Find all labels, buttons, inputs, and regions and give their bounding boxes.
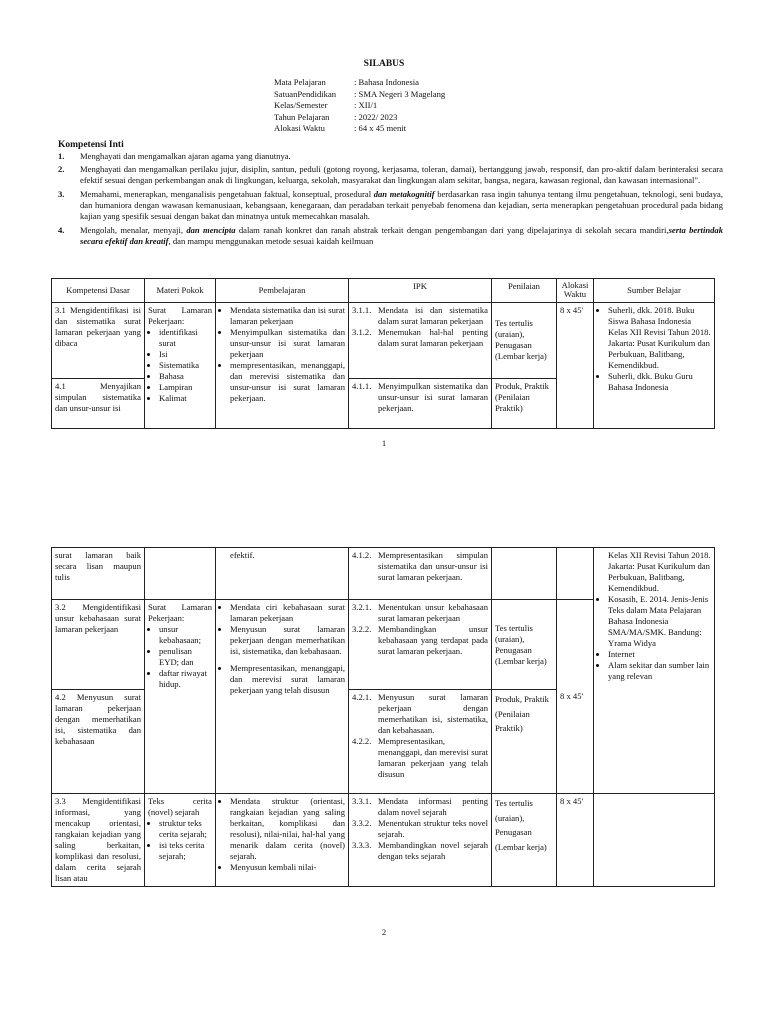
ipk-text: Menemukan hal-hal penting dalam surat lamaran pekerjaan bbox=[378, 326, 488, 348]
ki-text: Menghayati dan mengamalkan ajaran agama yang dianutnya. bbox=[80, 151, 291, 161]
list-item: • daftar riwayat hidup. bbox=[159, 668, 212, 690]
sumber-cell bbox=[594, 302, 715, 428]
meta-key: SatuanPendidikan bbox=[274, 88, 337, 99]
penilaian-cell: Produk, Praktik (Penilaian Praktik) bbox=[492, 378, 557, 428]
list-item: • Suherli, dkk. 2018. Buku Siswa Bahasa Indonesia Kelas XII Revisi Tahun 2018. Jakarta: Pusat Kurikulum dan Perbukuan, Balitbang, Kemendikbud. bbox=[608, 305, 711, 371]
ipk-number: 4.2.1. bbox=[352, 692, 372, 702]
ipk-cell bbox=[349, 600, 492, 690]
ipk-cell bbox=[349, 794, 492, 887]
ki-text-part: dalam ranah konkret dan ranah abstrak terkait dengan pengembangan dari yang dipelajarinya di sekolah secara mandiri, bbox=[235, 224, 669, 235]
list-item: • Mendata ciri kebahasaan surat lamaran pekerjaan bbox=[230, 602, 345, 624]
ipk-text: Membandingkan unsur kebahasaan yang terdapat pada surat lamaran pekerjaan. bbox=[378, 624, 488, 656]
ipk-number: 3.3.3. bbox=[352, 840, 372, 850]
ki-item bbox=[58, 164, 723, 186]
kd-4-1: 4.1 Menyajikan simpulan sistematika dan unsur-unsur isi bbox=[52, 378, 145, 428]
materi-heading: Teks cerita (novel) sejarah bbox=[148, 796, 212, 817]
ipk-item bbox=[352, 550, 488, 583]
sumber-cell bbox=[594, 548, 715, 794]
pembelajaran-cell bbox=[216, 794, 349, 887]
materi-list bbox=[148, 327, 212, 404]
penilaian-cell: Produk, Praktik (Penilaian Praktik) bbox=[492, 690, 557, 794]
header-materi-pokok: Materi Pokok bbox=[145, 279, 216, 303]
pembelajaran-list bbox=[219, 602, 345, 696]
ipk-text: Mempresentasikan, menanggapi, dan merevisi surat lamaran pekerjaan yang telah disusun bbox=[378, 736, 488, 779]
ipk-item bbox=[352, 796, 488, 818]
list-item: • Sistematika bbox=[159, 360, 212, 371]
ipk-text: Mempresentasikan simpulan sistematika dan unsur-unsur isi surat lamaran pekerjaan. bbox=[378, 550, 488, 582]
ipk-cell bbox=[349, 302, 492, 378]
list-item: • identifikasi surat bbox=[159, 327, 212, 349]
page-number: 1 bbox=[381, 438, 387, 448]
pembelajaran-text: efektif. bbox=[230, 550, 255, 560]
pembelajaran-cell bbox=[216, 600, 349, 794]
ipk-text: Menyusun surat lamaran pekerjaan dengan memerhatikan isi, sistematika, dan kebahasaan. bbox=[378, 692, 488, 735]
ki-number: 1. bbox=[58, 151, 65, 161]
ki-number: 2. bbox=[58, 163, 65, 174]
materi-pokok-cell bbox=[145, 794, 216, 887]
document-title: SILABUS bbox=[363, 59, 405, 69]
alokasi-cell bbox=[557, 548, 594, 600]
meta-value: : Bahasa Indonesia bbox=[354, 77, 419, 87]
kd-3-2: 3.2 Mengidentifikasi unsur kebahasaan surat lamaran pekerjaan bbox=[52, 600, 145, 690]
list-item: • Mendata struktur (orientasi, rangkaian kejadian yang saling berkaitan, komplikasi dan resolusi), nilai-nilai, hal-hal yang menarik dalam cerita (novel) sejarah. bbox=[230, 796, 345, 862]
pembelajaran-list bbox=[219, 305, 345, 404]
ki-text-part: , dan mampu menggunakan metode sesuai kaidah keilmuan bbox=[168, 235, 374, 246]
ipk-text: Mendata isi dan sistematika dalam surat lamaran pekerjaan bbox=[378, 304, 488, 326]
ipk-text: Menentukan struktur teks novel sejarah. bbox=[378, 818, 488, 839]
meta-value: : XII/1 bbox=[354, 100, 378, 110]
ipk-item bbox=[352, 840, 488, 862]
ipk-number: 3.2.2. bbox=[352, 624, 372, 634]
sumber-cell bbox=[594, 794, 715, 887]
ipk-item bbox=[352, 327, 488, 349]
ki-text-emphasis: dan metakognitif bbox=[373, 188, 435, 199]
ki-text bbox=[80, 225, 723, 247]
pembelajaran-list bbox=[219, 796, 345, 873]
ipk-number: 3.2.1. bbox=[352, 602, 372, 612]
meta-value: : SMA Negeri 3 Magelang bbox=[354, 88, 446, 99]
kd-3-1: 3.1 Mengidentifikasi isi dan sistematika surat lamaran pekerjaan yang dibaca bbox=[52, 302, 145, 378]
ipk-item bbox=[352, 381, 488, 414]
ipk-item bbox=[352, 305, 488, 327]
list-item: • mempresentasikan, menanggapi, dan merevisi sistematika dan unsur-unsur isi surat lamaran pekerjaan. bbox=[230, 360, 345, 404]
list-item: • Kosasih, E. 2014. Jenis-Jenis Teks dalam Mata Pelajaran Bahasa Indonesia SMA/MA/SMK. Bandung: Yrama Widya bbox=[608, 594, 711, 649]
materi-pokok-cell bbox=[145, 600, 216, 794]
list-item: • Alam sekitar dan sumber lain yang relevan bbox=[608, 660, 711, 682]
meta-key: Mata Pelajaran bbox=[274, 77, 326, 87]
list-item: • Kalimat bbox=[159, 393, 212, 404]
ki-item bbox=[58, 189, 723, 222]
ipk-text: Menentukan unsur kebahasaan surat lamaran pekerjaan bbox=[378, 602, 488, 623]
ki-number: 4. bbox=[58, 224, 65, 235]
penilaian-cell bbox=[492, 548, 557, 600]
list-item: • Menyusun surat lamaran pekerjaan dengan memerhatikan isi, sistematika, dan kebahasaan. bbox=[230, 624, 345, 657]
ipk-number: 4.2.2. bbox=[352, 736, 372, 746]
ki-text-emphasis: serta bertindak secara efektif dan kreatif bbox=[80, 224, 724, 246]
pembelajaran-cell bbox=[216, 302, 349, 428]
list-item: • Internet bbox=[608, 649, 711, 660]
kd-3-3: 3.3 Mengidentifikasi informasi, yang mencakup orientasi, rangkaian kejadian yang saling berkaitan, komplikasi dan resolusi, dalam cerita sejarah lisan atau bbox=[52, 794, 145, 887]
ipk-cell bbox=[349, 378, 492, 428]
list-item: • Suherli, dkk. Buku Guru Bahasa Indonesia bbox=[608, 371, 711, 393]
ipk-cell bbox=[349, 690, 492, 794]
meta-row bbox=[274, 112, 445, 124]
pembelajaran-cell bbox=[216, 548, 349, 600]
kompetensi-inti-heading: Kompetensi Inti bbox=[58, 140, 124, 150]
page-number: 2 bbox=[381, 927, 387, 937]
list-item: • Mendata sistematika dan isi surat lamaran pekerjaan bbox=[230, 305, 345, 327]
meta-key: Kelas/Semester bbox=[274, 100, 328, 110]
header-pembelajaran: Pembelajaran bbox=[216, 279, 349, 303]
ipk-text: Menyimpulkan sistematika dan unsur-unsur isi surat lamaran pekerjaan. bbox=[378, 380, 488, 413]
list-item: • Lampiran bbox=[159, 382, 212, 393]
penilaian-cell: Tes tertulis (uraian), Penugasan (Lembar kerja) bbox=[492, 600, 557, 690]
list-item: • Menyusun kembali nilai- bbox=[230, 862, 345, 873]
list-item: • penulisan EYD; dan bbox=[159, 646, 212, 668]
ki-text bbox=[80, 189, 723, 222]
meta-key: Alokasi Waktu bbox=[274, 123, 325, 133]
meta-row bbox=[274, 100, 445, 112]
materi-heading: Surat Lamaran Pekerjaan: bbox=[148, 602, 212, 623]
ipk-text: Mendata informasi penting dalam novel sejarah bbox=[378, 796, 488, 817]
alokasi-cell: 8 x 45' bbox=[557, 600, 594, 794]
ki-text-part: Mengolah, menalar, menyaji, bbox=[80, 224, 187, 235]
header-penilaian: Penilaian bbox=[492, 279, 557, 303]
list-item: • Bahasa bbox=[159, 371, 212, 382]
ipk-item bbox=[352, 692, 488, 736]
ipk-number: 3.1.2. bbox=[352, 326, 372, 337]
list-item: • Mempresentasikan, menanggapi, dan merevisi surat lamaran pekerjaan yang telah disusun bbox=[230, 663, 345, 696]
materi-heading: Surat Lamaran Pekerjaan: bbox=[148, 304, 212, 326]
penilaian-cell: Tes tertulis (uraian), Penugasan (Lembar kerja) bbox=[492, 302, 557, 378]
kompetensi-inti-list bbox=[58, 151, 723, 248]
list-item: • unsur kebahasaan; bbox=[159, 624, 212, 646]
ki-item bbox=[58, 151, 723, 162]
list-item: • struktur teks cerita sejarah; bbox=[159, 818, 212, 840]
ipk-number: 3.1.1. bbox=[352, 304, 372, 315]
meta-block bbox=[274, 77, 445, 135]
meta-row bbox=[274, 89, 445, 101]
sumber-continued: Kelas XII Revisi Tahun 2018. Jakarta: Pusat Kurikulum dan Perbukuan, Balitbang, Kemendikbud. bbox=[608, 550, 711, 593]
penilaian-cell: Tes tertulis (uraian), Penugasan (Lembar kerja) bbox=[492, 794, 557, 887]
kd-continued: surat lamaran baik secara lisan maupun tulis bbox=[52, 548, 145, 600]
materi-pokok-cell bbox=[145, 548, 216, 600]
meta-key: Tahun Pelajaran bbox=[274, 111, 330, 122]
materi-list bbox=[148, 818, 212, 862]
ipk-item bbox=[352, 736, 488, 780]
meta-row bbox=[274, 123, 445, 135]
ki-text-part: Memahami, menerapkan, menganalisis pengetahuan faktual, konseptual, prosedural bbox=[80, 188, 374, 199]
materi-list bbox=[148, 624, 212, 690]
list-item: • Isi bbox=[159, 349, 212, 360]
ipk-number: 3.3.2. bbox=[352, 818, 372, 828]
header-kompetensi-dasar: Kompetensi Dasar bbox=[52, 279, 145, 303]
ipk-text: Membandingkan novel sejarah dengan teks sejarah bbox=[378, 840, 488, 861]
ki-item bbox=[58, 225, 723, 247]
ipk-cell bbox=[349, 548, 492, 600]
header-sumber-belajar: Sumber Belajar bbox=[594, 279, 715, 303]
sumber-list bbox=[597, 594, 711, 682]
syllabus-table-page-2 bbox=[51, 547, 715, 887]
ki-text-part: berdasarkan rasa ingin tahunya tentang ilmu pengetahuan, teknologi, seni budaya, dan humaniora dengan wawasan kemanusiaan, kebangsaan, kenegaraan, dan peradaban terkait penyebab fenomena dan kejadian, serta menerapkan pengetahuan procedural pada bidang kajian yang spesifik sesuai dengan bakat dan minatnya untuk memecahkan masalah. bbox=[80, 188, 724, 221]
ki-number: 3. bbox=[58, 188, 65, 199]
header-ipk: IPK bbox=[349, 279, 492, 303]
header-alokasi-waktu: Alokasi Waktu bbox=[557, 279, 594, 303]
meta-value: : 2022/ 2023 bbox=[354, 111, 398, 122]
ipk-item bbox=[352, 818, 488, 840]
ipk-number: 4.1.1. bbox=[352, 380, 372, 391]
ki-text-emphasis: dan mencipta bbox=[186, 224, 236, 235]
ipk-number: 3.3.1. bbox=[352, 796, 372, 806]
alokasi-cell: 8 x 45' bbox=[557, 794, 594, 887]
syllabus-table-page-1 bbox=[51, 278, 715, 429]
ipk-item bbox=[352, 602, 488, 624]
list-item: • isi teks cerita sejarah; bbox=[159, 840, 212, 862]
ipk-number: 4.1.2. bbox=[352, 550, 372, 560]
kd-4-2: 4.2 Menyusun surat lamaran pekerjaan dengan memerhatikan isi, sistematika dan kebahasaan bbox=[52, 690, 145, 794]
meta-row bbox=[274, 77, 445, 89]
ki-text: Menghayati dan mengamalkan perilaku jujur, disiplin, santun, peduli (gotong royong, kerjasama, toleran, damai), bertanggung jawab, responsif, dan pro-aktif dalam berinteraksi secara efektif sesuai dengan perkembangan anak di lingkungan, keluarga, sekolah, masyarakat dan lingkungan alam sekitar, bangsa, negara, kawasan regional, dan kawasan internasional". bbox=[80, 163, 723, 185]
meta-value: : 64 x 45 menit bbox=[354, 123, 407, 133]
sumber-list bbox=[597, 305, 711, 393]
alokasi-cell: 8 x 45' bbox=[557, 302, 594, 428]
materi-pokok-cell bbox=[145, 302, 216, 428]
list-item: • Menyimpulkan sistematika dan unsur-unsur isi surat lamaran pekerjaan bbox=[230, 327, 345, 360]
ipk-item bbox=[352, 624, 488, 657]
